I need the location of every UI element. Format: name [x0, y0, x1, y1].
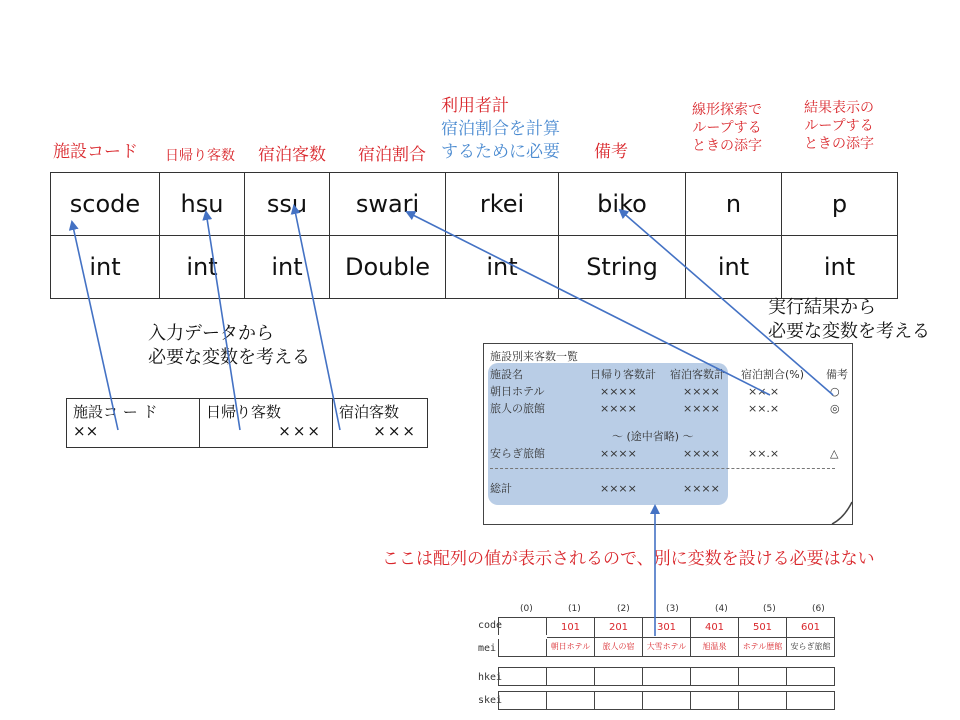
- label-biko: 備考: [594, 142, 628, 162]
- sheet-row-b: △: [830, 447, 839, 460]
- array-cell: 安らぎ旅館: [787, 637, 835, 657]
- sheet-row-name: 朝日ホテル: [490, 385, 545, 398]
- array-cell: 601: [787, 618, 835, 638]
- input-header: 日帰り客数: [206, 403, 282, 421]
- array-index: (3): [666, 604, 679, 614]
- sheet-title: 施設別来客数一覧: [490, 350, 578, 363]
- var-type-cell: Double: [330, 236, 446, 299]
- array-index: (4): [715, 604, 728, 614]
- var-type-cell: int: [51, 236, 160, 299]
- sheet-row-r: ××.×: [748, 447, 780, 460]
- label-p-line2: ループする: [804, 118, 874, 134]
- input-note-line2: 必要な変数を考える: [148, 347, 310, 368]
- label-rkei-line3: するために必要: [441, 142, 560, 162]
- array-cell: 朝日ホテル: [547, 637, 595, 657]
- sheet-row-r: ××.×: [748, 385, 780, 398]
- sheet-col-skei: 宿泊客数計: [670, 368, 725, 381]
- sheet-row-r: ××.×: [748, 402, 780, 415]
- array-cell: 301: [643, 618, 691, 638]
- label-ssu: 宿泊客数: [258, 145, 326, 165]
- sheet-total-s: ××××: [683, 482, 720, 495]
- input-value: ××: [73, 422, 99, 440]
- array-name-mei: mei: [478, 643, 497, 654]
- array-cell: 旭温泉: [691, 637, 739, 657]
- var-type-cell: int: [160, 236, 245, 299]
- result-note-line1: 実行結果から: [768, 297, 876, 318]
- input-header: 宿泊客数: [339, 403, 400, 421]
- label-n-line3: ときの添字: [692, 138, 762, 154]
- label-hsu: 日帰り客数: [165, 148, 235, 164]
- array-index: (6): [812, 604, 825, 614]
- var-name-cell: p: [782, 173, 898, 236]
- input-note-line1: 入力データから: [148, 323, 274, 344]
- input-value: ×××: [278, 422, 322, 440]
- sheet-col-biko: 備考: [826, 368, 848, 381]
- sheet-col-name: 施設名: [490, 368, 523, 381]
- sheet-row-b: ○: [830, 385, 840, 398]
- arrow-hsu: [206, 212, 240, 430]
- arrow-swari: [407, 212, 770, 395]
- array-cell: ホテル歴館: [739, 637, 787, 657]
- array-cell: 旅人の宿: [595, 637, 643, 657]
- label-scode: 施設コード: [53, 142, 138, 162]
- var-name-cell: biko: [559, 173, 686, 236]
- var-type-cell: int: [245, 236, 330, 299]
- var-name-cell: ssu: [245, 173, 330, 236]
- label-rkei-line1: 利用者計: [441, 96, 509, 116]
- var-name-cell: hsu: [160, 173, 245, 236]
- var-type-cell: int: [446, 236, 559, 299]
- label-swari: 宿泊割合: [358, 145, 426, 165]
- var-type-cell: String: [559, 236, 686, 299]
- array-index: (1): [568, 604, 581, 614]
- input-header: 施設コ ー ド: [73, 403, 158, 421]
- sheet-row-s: ××××: [683, 402, 720, 415]
- array-name-hkei: hkei: [478, 672, 503, 683]
- sheet-col-ratio: 宿泊割合(%): [741, 368, 805, 381]
- array-name-code: code: [478, 620, 503, 631]
- label-n-line2: ループする: [692, 120, 762, 136]
- label-rkei-line2: 宿泊割合を計算: [441, 119, 560, 139]
- array-cell: 401: [691, 618, 739, 638]
- result-note-line2: 必要な変数を考える: [768, 321, 930, 342]
- label-n-line1: 線形探索で: [692, 102, 762, 118]
- sheet-omitted: ～ (途中省略) ～: [612, 430, 694, 443]
- array-cell: 101: [547, 618, 595, 638]
- sheet-row-h: ××××: [600, 402, 637, 415]
- var-name-cell: swari: [330, 173, 446, 236]
- arrow-scode: [72, 222, 118, 430]
- label-p-line3: ときの添字: [804, 136, 874, 152]
- array-cell: 201: [595, 618, 643, 638]
- sheet-row-b: ◎: [830, 402, 840, 415]
- sheet-row-name: 安らぎ旅館: [490, 447, 545, 460]
- sheet-row-name: 旅人の旅館: [490, 402, 545, 415]
- sheet-row-s: ××××: [683, 447, 720, 460]
- label-p-line1: 結果表示の: [804, 100, 874, 116]
- var-type-cell: int: [686, 236, 782, 299]
- array-cell: 大雪ホテル: [643, 637, 691, 657]
- sheet-row-s: ××××: [683, 385, 720, 398]
- array-cell: 501: [739, 618, 787, 638]
- sheet-row-h: ××××: [600, 385, 637, 398]
- arrow-ssu: [294, 206, 340, 430]
- var-name-cell: n: [686, 173, 782, 236]
- sheet-total-label: 総計: [490, 482, 512, 495]
- var-type-cell: int: [782, 236, 898, 299]
- array-index: (2): [617, 604, 630, 614]
- sheet-total-h: ××××: [600, 482, 637, 495]
- var-name-cell: scode: [51, 173, 160, 236]
- array-index: (5): [763, 604, 776, 614]
- array-index: (0): [520, 604, 533, 614]
- sheet-col-hkei: 日帰り客数計: [590, 368, 656, 381]
- input-value: ×××: [373, 422, 417, 440]
- array-note-text: ここは配列の値が表示されるので、別に変数を設ける必要はない: [382, 549, 875, 569]
- arrow-biko: [620, 210, 833, 395]
- var-name-cell: rkei: [446, 173, 559, 236]
- array-name-skei: skei: [478, 695, 503, 706]
- sheet-row-h: ××××: [600, 447, 637, 460]
